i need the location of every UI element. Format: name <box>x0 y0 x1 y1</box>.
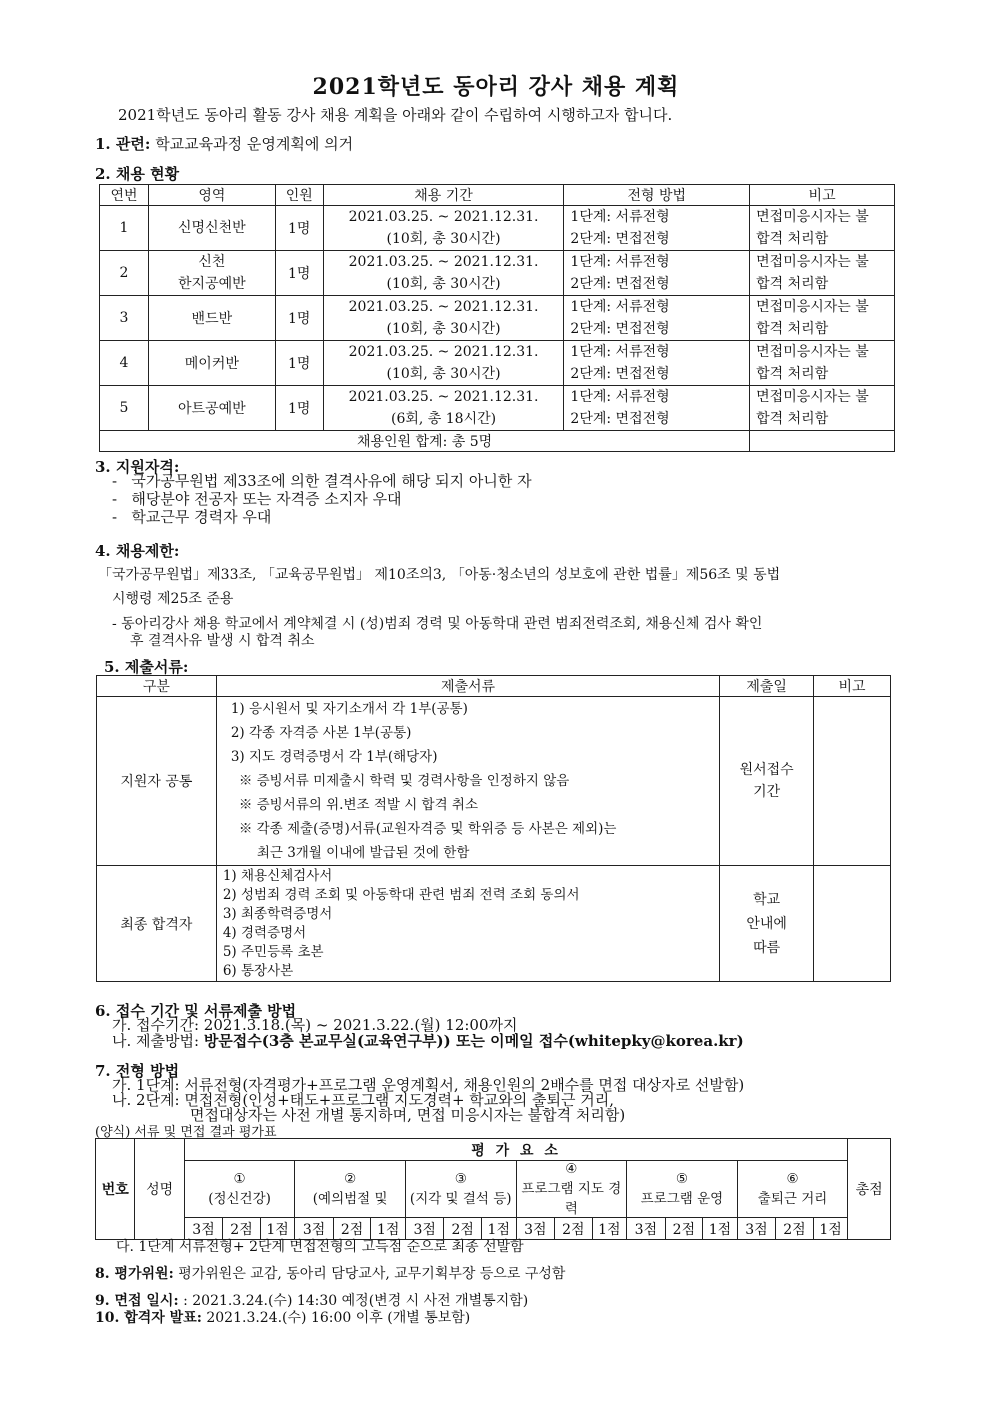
row-period <box>323 386 564 431</box>
note-line1: 면접미응시자는 불 <box>756 209 869 225</box>
date-line: 안내에 <box>746 915 787 932</box>
score-2: 2점 <box>223 1218 261 1240</box>
note-line2: 합격 처리함 <box>756 366 829 382</box>
area-name: 신천 <box>198 254 226 270</box>
factor-label: 프로그램 지도 경력 <box>521 1181 622 1217</box>
period-hours: (10회, 총 30시간) <box>386 231 501 247</box>
header-no: 연번 <box>100 185 149 206</box>
qualification-item: 해당분야 전공자 또는 자격증 소지자 우대 <box>131 490 402 508</box>
total-row <box>100 431 895 452</box>
row-no: 5 <box>100 386 149 431</box>
period-dates: 2021.03.25. ~ 2021.12.31. <box>348 344 539 360</box>
factor-6 <box>737 1161 848 1218</box>
section-6-label: 6. 접수 기간 및 서류제출 방법 <box>95 1002 297 1020</box>
factor-number: ① <box>233 1171 246 1187</box>
section-3-label: 3. 지원자격: <box>95 458 180 476</box>
documents-cell <box>216 866 719 982</box>
row-area: 밴드반 <box>148 296 275 341</box>
header-documents: 제출서류 <box>216 676 719 697</box>
period-dates: 2021.03.25. ~ 2021.12.31. <box>348 299 539 315</box>
document-item: 1) 채용신체검사서 <box>222 867 333 884</box>
note-line2: 합격 처리함 <box>756 321 829 337</box>
section-8 <box>95 1263 565 1283</box>
period-dates: 2021.03.25. ~ 2021.12.31. <box>348 254 539 270</box>
header-count: 인원 <box>275 185 323 206</box>
row-method <box>564 386 750 431</box>
factor-label: (지각 및 결석 등) <box>409 1191 512 1207</box>
restriction-line2: 시행령 제25조 준용 <box>112 591 234 607</box>
method-step2: 2단계: 면접전형 <box>570 276 670 292</box>
list-item: - 학교근무 경력자 우대 <box>112 508 272 526</box>
row-note <box>750 296 895 341</box>
note-line1: 면접미응시자는 불 <box>756 254 869 270</box>
header-note: 비고 <box>750 185 895 206</box>
qualification-list <box>112 472 532 526</box>
evaluation-table <box>95 1138 891 1240</box>
factor-label: (정신건강) <box>208 1191 271 1207</box>
factor-label: (예의범절 및 <box>312 1191 388 1207</box>
method-step2: 2단계: 면접전형 <box>570 231 670 247</box>
total-count: 채용인원 합계: 총 5명 <box>100 431 750 452</box>
date-cell <box>720 697 814 866</box>
section-1 <box>95 133 353 154</box>
document-item: 2) 성범죄 경력 조회 및 아동학대 관련 범죄 전력 조회 동의서 <box>222 886 580 903</box>
period-dates: 2021.03.25. ~ 2021.12.31. <box>348 209 539 225</box>
factor-number: ④ <box>565 1161 578 1177</box>
section-1-text: 학교교육과정 운영계획에 의거 <box>155 135 354 153</box>
table-row <box>100 296 895 341</box>
note-line2: 합격 처리함 <box>756 411 829 427</box>
section-7-label: 7. 전형 방법 <box>95 1062 180 1080</box>
restriction-line4: 후 결격사유 발생 시 합격 취소 <box>130 633 315 649</box>
method-step1: 1단계: 서류전형 <box>570 299 670 315</box>
header-factors: 평 가 요 소 <box>184 1139 848 1161</box>
header-method: 전형 방법 <box>564 185 750 206</box>
document-item: 3) 지도 경력증명서 각 1부(해당자) <box>230 749 438 765</box>
score-3: 3점 <box>627 1218 666 1240</box>
category-cell: 지원자 공통 <box>97 697 217 866</box>
row-note <box>750 341 895 386</box>
row-area <box>148 251 275 296</box>
date-line: 학교 <box>753 891 781 908</box>
date-line: 따름 <box>753 939 781 956</box>
stage-2: 나. 2단계: 면접전형(인성+태도+프로그램 지도경력+ 학교와의 출퇴근 거리, <box>112 1091 615 1109</box>
row-method <box>564 206 750 251</box>
factor-4 <box>516 1161 627 1218</box>
row-method <box>564 341 750 386</box>
score-3: 3점 <box>405 1218 444 1240</box>
recruitment-table <box>99 184 895 452</box>
header-period: 채용 기간 <box>323 185 564 206</box>
documents-table <box>96 675 891 982</box>
factor-number: ③ <box>454 1171 467 1187</box>
final-selection: 다. 1단계 서류전형+ 2단계 면접전형의 고득점 순으로 최종 선발함 <box>116 1239 524 1255</box>
factor-label: 출퇴근 거리 <box>757 1191 828 1207</box>
row-area: 메이커반 <box>148 341 275 386</box>
method-detail: 방문접수(3층 본교무실(교육연구부)) 또는 이메일 접수(whitepky@korea.kr) <box>203 1032 744 1050</box>
document-item: 2) 각종 자격증 사본 1부(공통) <box>230 725 412 741</box>
note-line1: 면접미응시자는 불 <box>756 299 869 315</box>
period-hours: (10회, 총 30시간) <box>386 321 501 337</box>
qualification-item: 국가공무원법 제33조에 의한 결격사유에 해당 되지 아니한 자 <box>131 472 532 490</box>
stage-1: 가. 1단계: 서류전형(자격평가+프로그램 운영계획서, 채용인원의 2배수를 면접 대상자로 선발함) <box>112 1076 745 1094</box>
table-row <box>100 206 895 251</box>
table-row <box>97 866 891 982</box>
factor-label: 프로그램 운영 <box>640 1191 724 1207</box>
row-area <box>148 206 275 251</box>
header-date: 제출일 <box>720 676 814 697</box>
method-prefix: 나. 제출방법: <box>112 1032 204 1050</box>
section-2-label: 2. 채용 현황 <box>95 165 180 183</box>
area-name: 신명신천반 <box>178 220 246 236</box>
header-name: 성명 <box>135 1139 184 1240</box>
row-period <box>323 296 564 341</box>
method-step1: 1단계: 서류전형 <box>570 254 670 270</box>
factor-1 <box>184 1161 295 1218</box>
table-row <box>97 697 891 866</box>
submission-method <box>112 1032 744 1050</box>
score-2: 2점 <box>333 1218 371 1240</box>
form-label: (양식) 서류 및 면접 결과 평가표 <box>95 1125 277 1140</box>
score-3: 3점 <box>737 1218 776 1240</box>
stage-2-note: 면접대상자는 사전 개별 통지하며, 면접 미응시자는 불합격 처리함) <box>190 1106 626 1124</box>
restriction-line1: 「국가공무원법」제33조, 「교육공무원법」 제10조의3, 「아동·청소년의 성보호에 관한 법률」제56조 및 동법 <box>98 567 781 583</box>
table-row <box>100 341 895 386</box>
submission-period: 가. 접수기간: 2021.3.18.(목) ~ 2021.3.22.(월) 12:00까지 <box>112 1016 518 1034</box>
note-line1: 면접미응시자는 불 <box>756 389 869 405</box>
factor-5 <box>627 1161 738 1218</box>
score-3: 3점 <box>516 1218 555 1240</box>
row-count: 1명 <box>275 206 323 251</box>
page-title: 2021학년도 동아리 강사 채용 계획 <box>312 74 680 100</box>
section-10-text: 2021.3.24.(수) 16:00 이후 (개별 통보함) <box>206 1310 471 1326</box>
section-8-text: 평가위원은 교감, 동아리 담당교사, 교무기획부장 등으로 구성함 <box>178 1266 566 1282</box>
note-line1: 면접미응시자는 불 <box>756 344 869 360</box>
document-item: 4) 경력증명서 <box>222 924 307 941</box>
score-3: 3점 <box>184 1218 223 1240</box>
period-hours: (10회, 총 30시간) <box>386 276 501 292</box>
score-1: 1점 <box>703 1218 738 1240</box>
score-2: 2점 <box>444 1218 482 1240</box>
row-count: 1명 <box>275 296 323 341</box>
row-no: 3 <box>100 296 149 341</box>
score-1: 1점 <box>481 1218 516 1240</box>
header-no: 번호 <box>96 1139 135 1240</box>
score-3: 3점 <box>295 1218 334 1240</box>
row-no: 1 <box>100 206 149 251</box>
factor-number: ② <box>344 1171 357 1187</box>
date-cell <box>720 866 814 982</box>
section-5-label: 5. 제출서류: <box>104 658 189 676</box>
row-area: 아트공예반 <box>148 386 275 431</box>
row-period <box>323 341 564 386</box>
score-2: 2점 <box>665 1218 703 1240</box>
document-note: ※ 증빙서류 미제출시 학력 및 경력사항을 인정하지 않음 <box>238 773 570 789</box>
score-1: 1점 <box>260 1218 295 1240</box>
qualification-item: 학교근무 경력자 우대 <box>131 508 272 526</box>
section-1-label: 1. 관련: <box>95 135 151 153</box>
factor-number: ⑤ <box>675 1171 688 1187</box>
row-count: 1명 <box>275 386 323 431</box>
method-step1: 1단계: 서류전형 <box>570 209 670 225</box>
row-note <box>750 251 895 296</box>
list-item: - 해당분야 전공자 또는 자격증 소지자 우대 <box>112 490 402 508</box>
score-1: 1점 <box>371 1218 406 1240</box>
section-9-text: : 2021.3.24.(수) 14:30 예정(변경 시 사전 개별통지함) <box>183 1293 529 1309</box>
document-note: 최근 3개월 이내에 발급된 것에 한함 <box>256 845 470 861</box>
note-line2: 합격 처리함 <box>756 276 829 292</box>
document-note: ※ 각종 제출(증명)서류(교원자격증 및 학위증 등 사본은 제외)는 <box>238 821 617 837</box>
document-item: 5) 주민등록 초본 <box>222 943 324 960</box>
row-note <box>750 206 895 251</box>
section-8-label: 8. 평가위원: <box>95 1266 174 1282</box>
row-no: 2 <box>100 251 149 296</box>
section-9-label: 9. 면접 일시: <box>95 1293 179 1309</box>
row-method <box>564 296 750 341</box>
method-step2: 2단계: 면접전형 <box>570 411 670 427</box>
period-dates: 2021.03.25. ~ 2021.12.31. <box>348 389 539 405</box>
header-note: 비고 <box>814 676 891 697</box>
factor-2 <box>295 1161 406 1218</box>
section-10 <box>95 1307 470 1327</box>
row-no: 4 <box>100 341 149 386</box>
method-step1: 1단계: 서류전형 <box>570 389 670 405</box>
method-step2: 2단계: 면접전형 <box>570 366 670 382</box>
table-row <box>100 386 895 431</box>
score-2: 2점 <box>776 1218 814 1240</box>
score-1: 1점 <box>813 1218 848 1240</box>
intro-text: 2021학년도 동아리 활동 강사 채용 계획을 아래와 같이 수립하여 시행하고자 합니다. <box>118 106 673 124</box>
date-line: 원서접수 <box>739 762 794 778</box>
area-name-line2: 한지공예반 <box>178 276 246 292</box>
header-total: 총점 <box>848 1139 891 1240</box>
section-4-label: 4. 채용제한: <box>95 542 180 560</box>
header-area: 영역 <box>148 185 275 206</box>
row-count: 1명 <box>275 251 323 296</box>
method-step2: 2단계: 면접전형 <box>570 321 670 337</box>
document-item: 6) 통장사본 <box>222 962 294 979</box>
total-note <box>750 431 895 452</box>
category-cell: 최종 합격자 <box>97 866 217 982</box>
factor-3 <box>405 1161 516 1218</box>
document-note: ※ 증빙서류의 위.변조 적발 시 합격 취소 <box>238 797 478 813</box>
document-item: 3) 최종학력증명서 <box>222 905 333 922</box>
header-category: 구분 <box>97 676 217 697</box>
documents-cell <box>216 697 719 866</box>
restriction-line3: - 동아리강사 채용 학교에서 계약체결 시 (성)범죄 경력 및 아동학대 관련 범죄전력조회, 채용신체 검사 확인 <box>112 616 763 632</box>
note-cell <box>814 697 891 866</box>
note-cell <box>814 866 891 982</box>
list-item: - 국가공무원법 제33조에 의한 결격사유에 해당 되지 아니한 자 <box>112 472 532 490</box>
method-step1: 1단계: 서류전형 <box>570 344 670 360</box>
row-note <box>750 386 895 431</box>
score-2: 2점 <box>555 1218 593 1240</box>
score-1: 1점 <box>592 1218 627 1240</box>
table-row <box>100 251 895 296</box>
date-line: 기간 <box>753 784 781 800</box>
row-method <box>564 251 750 296</box>
note-line2: 합격 처리함 <box>756 231 829 247</box>
row-count: 1명 <box>275 341 323 386</box>
factor-number: ⑥ <box>786 1171 799 1187</box>
period-hours: (10회, 총 30시간) <box>386 366 501 382</box>
row-period <box>323 251 564 296</box>
row-period <box>323 206 564 251</box>
document-item: 1) 응시원서 및 자기소개서 각 1부(공통) <box>230 701 468 717</box>
period-hours: (6회, 총 18시간) <box>391 411 497 427</box>
section-10-label: 10. 합격자 발표: <box>95 1310 202 1326</box>
